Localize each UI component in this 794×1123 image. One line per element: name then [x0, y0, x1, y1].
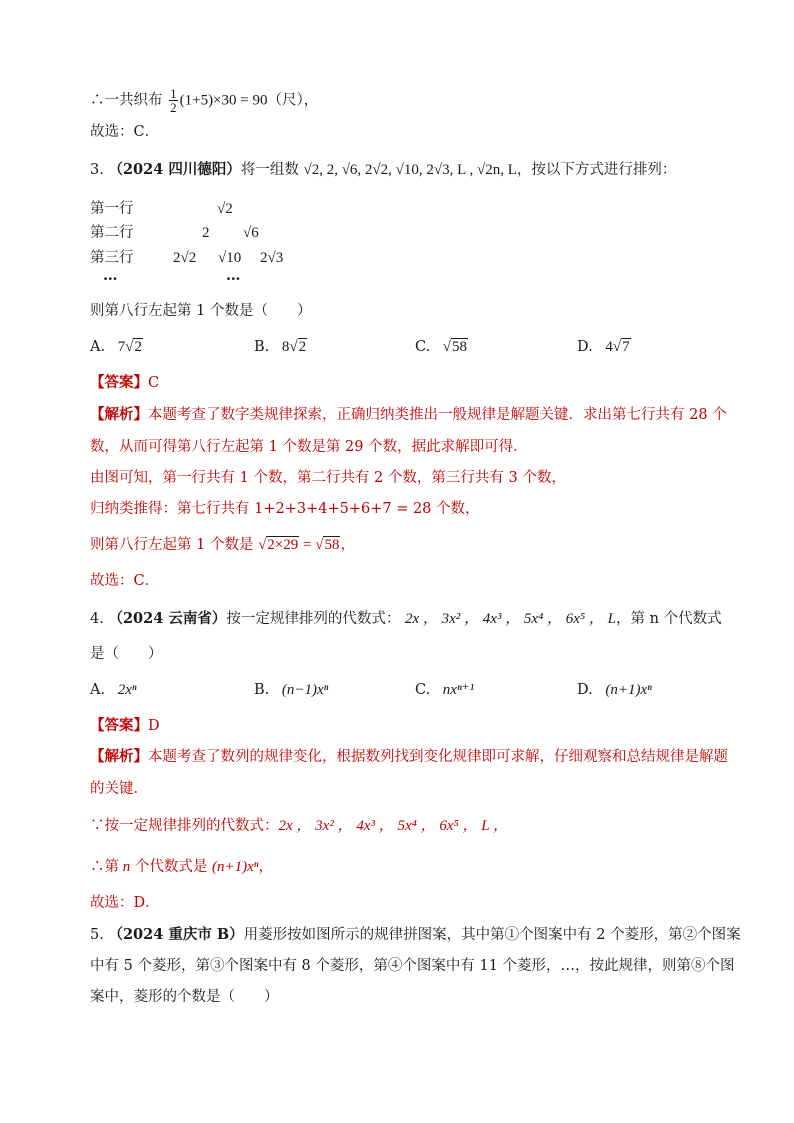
- q3-stem: 3. （2024 四川德阳）将一组数 √2, 2, √6, 2√2, √10, 2√3, L , √2n, L，按以下方式进行排列：: [90, 161, 677, 178]
- prev-conclusion: ∴一共织布 $\frac{1}{2}$ (1+5)×30 = 90（尺），: [90, 86, 319, 115]
- q3-option-d[interactable]: D. 4√7: [577, 339, 630, 355]
- q3-row-3: 第三行 2√2 √10 2√3: [90, 250, 284, 266]
- half-fraction: $\frac{1}{2}$: [170, 86, 177, 115]
- q4-analysis-line-1: 【解析】本题考查了数列的规律变化，根据数列找到变化规律即可求解，仔细观察和总结规律是解题: [90, 748, 728, 765]
- q3-answer: 【答案】C: [90, 374, 160, 391]
- q4-step-1: ∵按一定规律排列的代数式：2x ， 3x² ， 4x³ ， 5x⁴ ， 6x⁵ ， L ，: [90, 818, 509, 834]
- q4-stem-line-2: 是（ ）: [90, 646, 163, 662]
- q4-option-b[interactable]: B. (n−1)xⁿ: [254, 682, 329, 698]
- q3-analysis-line-2: 数，从而可得第八行左起第 1 个数是第 29 个数，据此求解即可得．: [90, 439, 528, 455]
- q5-stem-line-2: 中有 5 个菱形，第③个图案中有 8 个菱形，第④个图案中有 11 个菱形，…，按此规律，则第⑧个图: [90, 958, 735, 974]
- q3-analysis-line-1: 【解析】本题考查了数字类规律探索，正确归纳类推出一般规律是解题关键．求出第七行共有 28 个: [90, 406, 727, 423]
- q3-row-1: 第一行 √2: [90, 201, 233, 217]
- prev-answer: 故选：C．: [90, 124, 160, 140]
- q3-option-b[interactable]: B. 8√2: [254, 339, 307, 355]
- q3-step-2: 归纳类推得：第七行共有 1+2+3+4+5+6+7 = 28 个数，: [90, 501, 480, 517]
- q3-step-3: 则第八行左起第 1 个数是 √2×29 = √58，: [90, 537, 355, 553]
- q4-option-c[interactable]: C. nxⁿ⁺¹: [415, 682, 475, 698]
- q4-option-a[interactable]: A. 2xⁿ: [90, 682, 137, 698]
- q4-option-d[interactable]: D. (n+1)xⁿ: [577, 682, 652, 698]
- q3-row-2: 第二行 2 √6: [90, 225, 259, 241]
- q4-analysis-line-2: 的关键．: [90, 781, 148, 797]
- q3-sequence: √2, 2, √6, 2√2, √10, 2√3, L , √2n, L: [303, 162, 517, 178]
- q5-stem-line-3: 案中，菱形的个数是（ ）: [90, 989, 279, 1005]
- q3-conclusion: 故选：C．: [90, 573, 160, 589]
- q3-question: 则第八行左起第 1 个数是（ ）: [90, 303, 312, 319]
- q4-stem: 4. （2024 云南省）按一定规律排列的代数式： 2x ， 3x² ， 4x³ ， 5x⁴ ， 6x⁵ ， L，第 n 个代数式: [90, 610, 722, 627]
- q4-answer: 【答案】D: [90, 717, 160, 734]
- q3-option-a[interactable]: A. 7√2: [90, 339, 142, 355]
- q3-option-c[interactable]: C. √58: [415, 339, 468, 355]
- q3-ellipsis-mid: …: [226, 267, 242, 284]
- q4-step-2: ∴第 n 个代数式是 (n+1)xⁿ，: [90, 859, 273, 875]
- q4-conclusion: 故选：D．: [90, 895, 160, 911]
- q5-stem-line-1: 5. （2024 重庆市 B）用菱形按如图所示的规律拼图案，其中第①个图案中有 2 个菱形，第②个图案: [90, 926, 741, 943]
- q3-ellipsis-left: …: [103, 267, 119, 284]
- q3-step-1: 由图可知，第一行共有 1 个数，第二行共有 2 个数，第三行共有 3 个数，: [90, 470, 566, 486]
